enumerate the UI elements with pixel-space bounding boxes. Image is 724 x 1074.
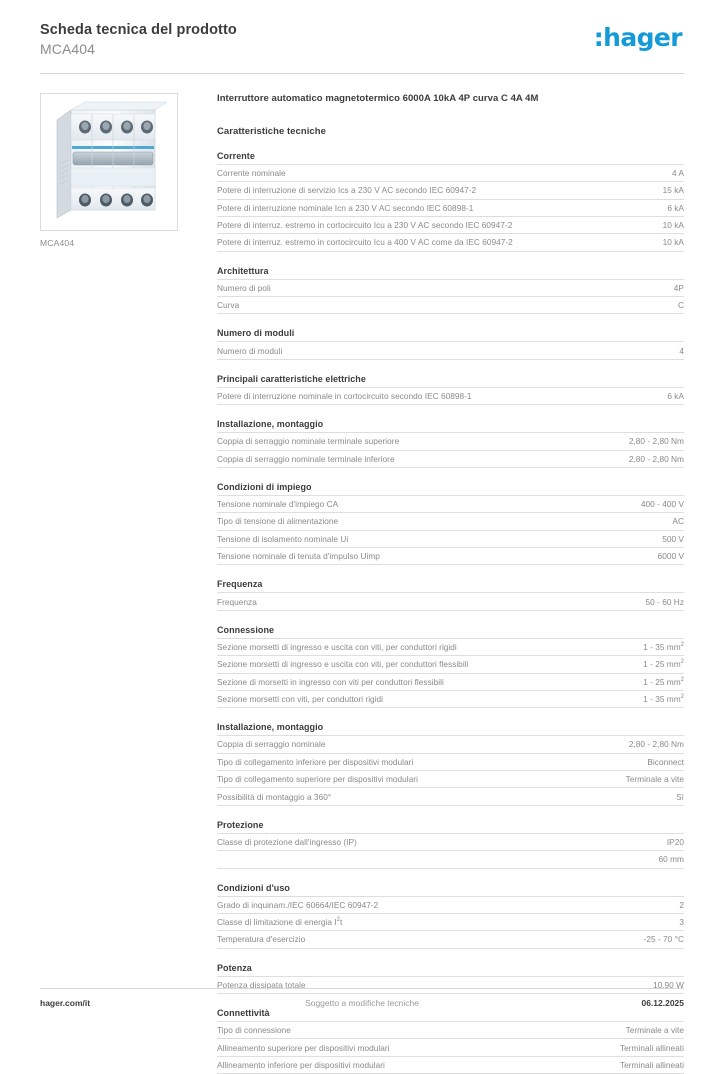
table-row	[217, 690, 684, 707]
spec-section-heading: Potenza	[217, 962, 252, 973]
hager-logo: :hager	[593, 23, 682, 52]
page-footer	[40, 988, 684, 1008]
spec-label	[217, 851, 554, 868]
spec-label: Numero di poli	[217, 282, 271, 293]
spec-label: Potere di interruz. estremo in cortocircuito Icu a 400 V AC come da IEC 60947-2	[217, 237, 513, 248]
spec-label: Tensione di isolamento nominale Ui	[217, 533, 349, 544]
spec-table	[217, 387, 684, 405]
spec-value: 6 kA	[667, 390, 684, 401]
spec-value: 60 mm	[658, 854, 684, 865]
spec-value: Sì	[676, 791, 684, 802]
product-image-frame	[40, 93, 178, 231]
spec-label: Possibilità di montaggio a 360°	[217, 791, 332, 802]
spec-section	[217, 1008, 684, 1074]
spec-value: 3	[679, 917, 684, 928]
spec-section	[217, 883, 684, 949]
spec-value: 6 kA	[667, 202, 684, 213]
footer-disclaimer: Soggetto a modifiche tecniche	[305, 998, 419, 1008]
spec-table	[217, 1021, 684, 1074]
table-row	[217, 753, 684, 770]
product-image-column	[40, 93, 200, 248]
spec-value: Terminale a vite	[625, 1025, 684, 1036]
spec-label: Tensione nominale di tenuta d'impulso Uimp	[217, 551, 380, 562]
spec-section-heading: Principali caratteristiche elettriche	[217, 373, 366, 384]
table-row	[217, 164, 684, 181]
spec-section	[217, 482, 684, 566]
spec-label: Sezione morsetti con viti, per conduttori rigidi	[217, 694, 384, 705]
spec-table	[217, 896, 684, 949]
spec-label: Temperatura d'esercizio	[217, 934, 306, 945]
table-row	[217, 199, 684, 216]
table-row	[217, 1022, 684, 1039]
table-row	[217, 450, 684, 467]
table-row	[217, 896, 684, 913]
page-title: Scheda tecnica del prodotto	[40, 22, 237, 38]
spec-value: 10,90 W	[652, 979, 684, 990]
spec-table	[217, 638, 684, 709]
spec-label: Tipo di collegamento superiore per dispositivi modulari	[217, 774, 418, 785]
spec-label: Potenza dissipata totale	[217, 979, 306, 990]
spec-section-heading: Installazione, montaggio	[217, 419, 324, 430]
spec-table	[217, 164, 684, 252]
spec-section-heading: Numero di moduli	[217, 328, 295, 339]
spec-value: 1 - 35 $mm^2$	[643, 641, 684, 652]
page-subtitle-product-code: MCA404	[40, 40, 96, 57]
spec-label: Grado di inquinam./IEC 60664/IEC 60947-2	[217, 899, 379, 910]
spec-table	[217, 432, 684, 468]
spec-value: C	[677, 300, 684, 311]
spec-label: Corrente nominale	[217, 167, 286, 178]
table-row	[217, 495, 684, 512]
spec-label: Coppia di serraggio nominale	[217, 739, 326, 750]
table-row	[217, 182, 684, 199]
spec-label: Potere di interruzione nominale Icn a 230 V AC secondo IEC 60898-1	[217, 202, 474, 213]
spec-section	[217, 625, 684, 709]
table-row	[217, 736, 684, 753]
spec-value: Terminali allineati	[619, 1059, 684, 1070]
spec-value: 500 V	[662, 533, 684, 544]
spec-section-heading: Protezione	[217, 819, 264, 830]
table-row	[217, 297, 684, 314]
product-name: Interruttore automatico magnetotermico 6000A 10kA 4P curva C 4A 4M	[217, 92, 539, 104]
circuit-breaker-4p-icon	[49, 98, 169, 226]
spec-table	[217, 833, 684, 869]
spec-section	[217, 419, 684, 468]
table-row	[217, 342, 684, 359]
spec-section-heading: Connessione	[217, 624, 275, 635]
table-row	[217, 387, 684, 404]
spec-value: 2,80 - 2,80 Nm	[628, 453, 684, 464]
page-content	[40, 74, 684, 1074]
spec-section	[217, 579, 684, 610]
spec-label: Potere di interruzione nominale in cortocircuito secondo IEC 60898-1	[217, 390, 472, 401]
header-titles	[40, 22, 237, 58]
spec-section	[217, 266, 684, 315]
spec-label: Sezione di morsetti in ingresso con viti per conduttori flessibili	[217, 676, 444, 687]
spec-value: 15 kA	[662, 185, 684, 196]
spec-section	[217, 820, 684, 869]
spec-label: Tipo di tensione di alimentazione	[217, 516, 339, 527]
table-row	[217, 216, 684, 233]
spec-label: Numero di moduli	[217, 345, 283, 356]
spec-value: 2	[679, 899, 684, 910]
table-row	[217, 931, 684, 948]
spec-label: Potere di interruz. estremo in cortocircuito Icu a 230 V AC secondo IEC 60947-2	[217, 220, 513, 231]
footer-website-link[interactable]: hager.com/it	[40, 998, 91, 1008]
spec-value: 10 kA	[662, 220, 684, 231]
spec-label: Classe di protezione dall'ingresso (IP)	[217, 836, 357, 847]
spec-value: 6000 V	[657, 551, 684, 562]
footer-row	[40, 989, 684, 1008]
table-row	[217, 656, 684, 673]
spec-label: Classe di limitazione di energia $I^2t$	[217, 917, 343, 928]
specification-sections	[217, 151, 684, 1074]
spec-section-heading: Frequenza	[217, 579, 263, 590]
spec-section	[217, 722, 684, 806]
spec-value: 1 - 25 $mm^2$	[643, 659, 684, 670]
table-row	[217, 833, 684, 850]
spec-value: 4P	[673, 282, 684, 293]
spec-table	[217, 495, 684, 566]
spec-label: Allineamento superiore per dispositivi modulari	[217, 1042, 390, 1053]
spec-value: AC	[672, 516, 684, 527]
spec-label: Sezione morsetti di ingresso e uscita con viti, per conduttori rigidi	[217, 641, 457, 652]
spec-section-heading: Condizioni di impiego	[217, 481, 312, 492]
spec-section	[217, 151, 684, 252]
spec-label: Coppia di serraggio nominale terminale superiore	[217, 436, 400, 447]
spec-value: 4 A	[671, 167, 684, 178]
spec-label: Allineamento inferiore per dispositivi modulari	[217, 1059, 385, 1070]
table-row	[217, 851, 684, 868]
spec-label: Tensione nominale d'impiego CA	[217, 499, 339, 510]
table-row	[217, 913, 684, 930]
spec-section-heading: Corrente	[217, 150, 255, 161]
spec-value: 400 - 400 V	[640, 499, 684, 510]
page-header	[40, 0, 684, 58]
table-row	[217, 771, 684, 788]
spec-value: 10 kA	[662, 237, 684, 248]
product-image-caption: MCA404	[40, 237, 75, 248]
table-row	[217, 638, 684, 655]
spec-value: 1 - 35 $mm^2$	[643, 694, 684, 705]
product-figure	[40, 93, 180, 248]
spec-value: Terminali allineati	[619, 1042, 684, 1053]
table-row	[217, 1056, 684, 1073]
table-row	[217, 548, 684, 565]
spec-section-heading: Architettura	[217, 265, 269, 276]
table-row	[217, 279, 684, 296]
spec-label: Curva	[217, 300, 240, 311]
spec-value: Biconnect	[647, 756, 684, 767]
spec-label: Tipo di connessione	[217, 1025, 291, 1036]
specifications-column	[200, 93, 684, 1074]
spec-table	[217, 341, 684, 359]
spec-label: Coppia di serraggio nominale terminale inferiore	[217, 453, 395, 464]
spec-value: -25 - 70 °C	[643, 934, 684, 945]
spec-value: 2,80 - 2,80 Nm	[628, 739, 684, 750]
spec-value: IP20	[666, 836, 684, 847]
spec-label: Tipo di collegamento inferiore per dispositivi modulari	[217, 756, 414, 767]
table-row	[217, 1039, 684, 1056]
table-row	[217, 593, 684, 610]
specs-section-title: Caratteristiche tecniche	[217, 125, 326, 137]
table-row	[217, 513, 684, 530]
spec-section	[217, 328, 684, 359]
spec-section-heading: Connettività	[217, 1008, 270, 1019]
spec-value: 4	[679, 345, 684, 356]
footer-date: 06.12.2025	[641, 998, 685, 1008]
spec-table	[217, 279, 684, 315]
table-row	[217, 433, 684, 450]
spec-label: Potere di interruzione di servizio Ics a 230 V AC secondo IEC 60947-2	[217, 185, 477, 196]
spec-section-heading: Condizioni d'uso	[217, 882, 290, 893]
spec-label: Sezione morsetti di ingresso e uscita con viti, per conduttori flessibili	[217, 659, 469, 670]
spec-section	[217, 374, 684, 405]
spec-value: 50 - 60 Hz	[645, 596, 684, 607]
spec-table	[217, 592, 684, 610]
spec-value: 2,80 - 2,80 Nm	[628, 436, 684, 447]
spec-label: Frequenza	[217, 596, 257, 607]
table-row	[217, 673, 684, 690]
table-row	[217, 788, 684, 805]
spec-section-heading: Installazione, montaggio	[217, 722, 324, 733]
spec-table	[217, 735, 684, 806]
spec-value: Terminale a vite	[625, 774, 684, 785]
spec-value: 1 - 25 $mm^2$	[643, 676, 684, 687]
table-row	[217, 234, 684, 251]
table-row	[217, 530, 684, 547]
